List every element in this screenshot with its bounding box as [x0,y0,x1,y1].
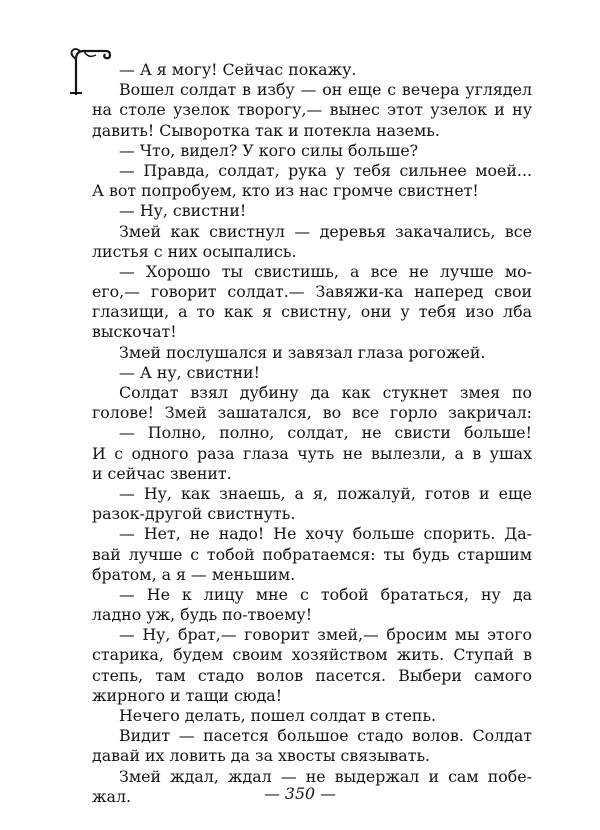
text-line: — Хорошо ты свистишь, а все не лучше мо- [119,261,532,281]
text-line: глазищи, а то как я свистну, они у тебя изо лба [92,302,532,322]
text-line: жирного и тащи сюда! [92,685,283,705]
text-line: — Нет, не надо! Не хочу больше спорить. Да- [119,524,532,544]
text-line: ладно уж, будь по-твоему! [92,605,313,625]
text-line: Вошел солдат в избу — он еще с вечера углядел [119,80,532,100]
page-number-line [0,784,600,803]
text-line: листья с них осыпались. [92,241,297,261]
text-line: — А я могу! Сейчас покажу. [119,60,357,79]
text-line: — Что, видел? У кого силы больше? [119,140,419,160]
page-number-dash-left: — [264,784,285,803]
text-line: братом, а я — меньшим. [92,564,296,584]
text-line: Нечего делать, пошел солдат в степь. [119,706,437,725]
text-line: давай их ловить да за хвосты связывать. [92,746,431,766]
text-line: — Ну, брат,— говорит змей,— бросим мы этого [119,625,532,645]
text-line: — Правда, солдат, рука у тебя сильнее моей... [119,160,532,180]
text-line: Змей как свистнул — деревья закачались, все [119,221,532,241]
text-line: выскочат! [92,322,177,342]
text-line: и сейчас звенит. [92,463,232,483]
text-line: на столе узелок творогу,— вынес этот узелок и ну [92,100,532,120]
text-line: И с одного раза глаза чуть не вылезли, а в ушах [92,443,532,463]
story-text [92,60,532,807]
text-line: — Ну, свистни! [119,201,247,221]
text-line: вай лучше с тобой побратаемся: ты будь старшим [92,544,532,564]
page-number: 350 [284,784,316,803]
text-line: его,— говорит солдат.— Завяжи-ка наперед свои [92,282,532,302]
text-line: А вот попробуем, кто из нас громче свистнет! [92,181,479,201]
text-line: жал. [92,786,132,806]
page-number-dash-right: — [315,784,336,803]
text-line: Змей ждал, ждал — не выдержал и сам побе- [119,766,532,786]
text-line: — Полно, полно, солдат, не свисти больше! [119,423,532,443]
text-line: старика, будем своим хозяйством жить. Ступай в [92,645,532,665]
text-line: Змей послушался и завязал глаза рогожей. [119,342,486,362]
text-line: разок-другой свистнуть. [92,504,296,524]
text-line: — Ну, как знаешь, а я, пожалуй, готов и еще [119,483,532,503]
text-line: степь, там стадо волов пасется. Выбери самого [92,665,532,685]
text-line: — А ну, свистни! [119,362,260,382]
text-line: давить! Сыворотка так и потекла наземь. [92,120,440,140]
text-line: — Не к лицу мне с тобой брататься, ну да [119,584,532,604]
text-line: голове! Змей зашатался, во все горло закричал: [92,403,532,423]
text-line: Солдат взял дубину да как стукнет змея по [119,383,532,402]
text-line: Видит — пасется большое стадо волов. Солдат [119,726,532,746]
